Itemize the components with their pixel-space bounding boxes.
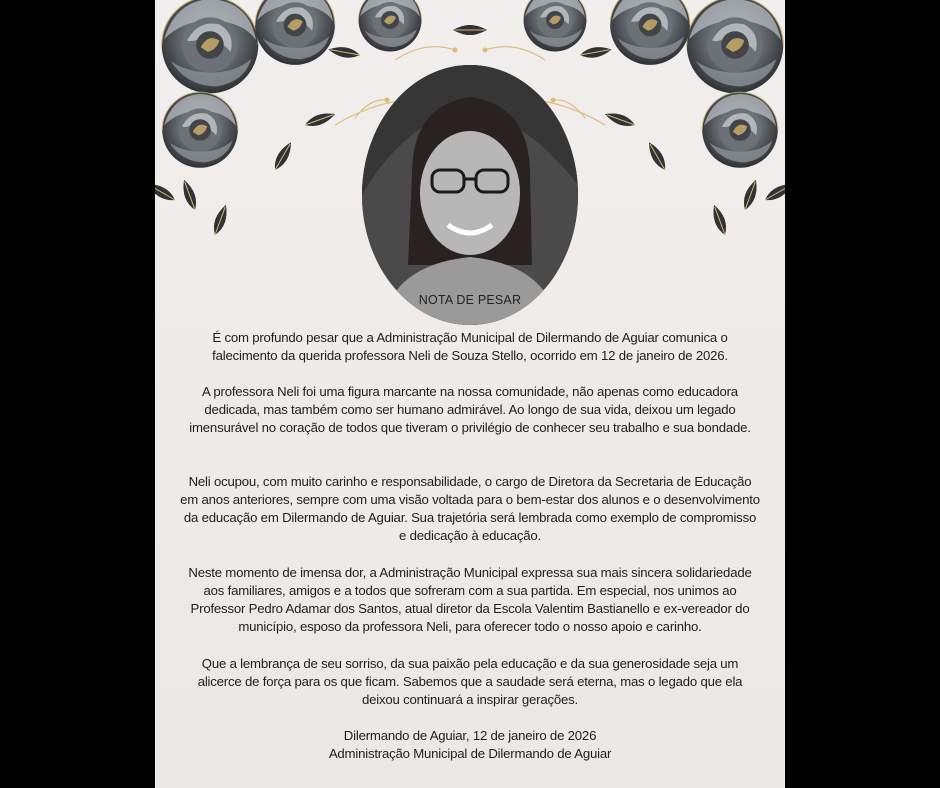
paragraph-1: É com profundo pesar que a Administração Municipal de Dilermando de Aguiar comunica o falecimento da querida professora Neli de Souza Stello, ocorrido em 12 de janeiro de 2026. bbox=[212, 330, 728, 363]
portrait-photo bbox=[362, 65, 578, 325]
signature-place-date: Dilermando de Aguiar, 12 de janeiro de 2026 bbox=[343, 728, 597, 743]
paragraph-5: Que a lembrança de seu sorriso, da sua paixão pela educação e da sua generosidade seja um alicerce de força para os que ficam. Sabemos que a saudade será eterna, mas o legado que ela deixou continuará a inspirar gerações. bbox=[197, 656, 743, 707]
signature bbox=[180, 727, 760, 763]
condolence-card bbox=[155, 0, 785, 788]
signature-organization: Administração Municipal de Dilermando de Aguiar bbox=[328, 746, 612, 761]
notice-title: NOTA DE PESAR bbox=[418, 293, 522, 307]
paragraph-3: Neli ocupou, com muito carinho e responsabilidade, o cargo de Diretora da Secretaria de Educação em anos anteriores, sempre com uma visão voltada para o bem-estar dos alunos e o desenvolvimento da educação em Dilermando de Aguiar. Sua trajetória será lembrada como exemplo de compromisso e dedicação à educação. bbox=[180, 474, 760, 543]
paragraph-2: A professora Neli foi uma figura marcante na nossa comunidade, não apenas como educadora dedicada, mas também como ser humano admirável. Ao longo de sua vida, deixou um legado imensurável no coração de todos que tiveram o privilégio de conhecer seu trabalho e sua bondade. bbox=[189, 384, 751, 435]
paragraph-4: Neste momento de imensa dor, a Administração Municipal expressa sua mais sincera solidariedade aos familiares, amigos e a todos que sofreram com a sua partida. Em especial, nos unimos ao Professor Pedro Adamar dos Santos, atual diretor da Escola Valentim Bastianello e ex-vereador do município, esposo da professora Neli, para oferecer todo o nosso apoio e carinho. bbox=[188, 565, 752, 634]
